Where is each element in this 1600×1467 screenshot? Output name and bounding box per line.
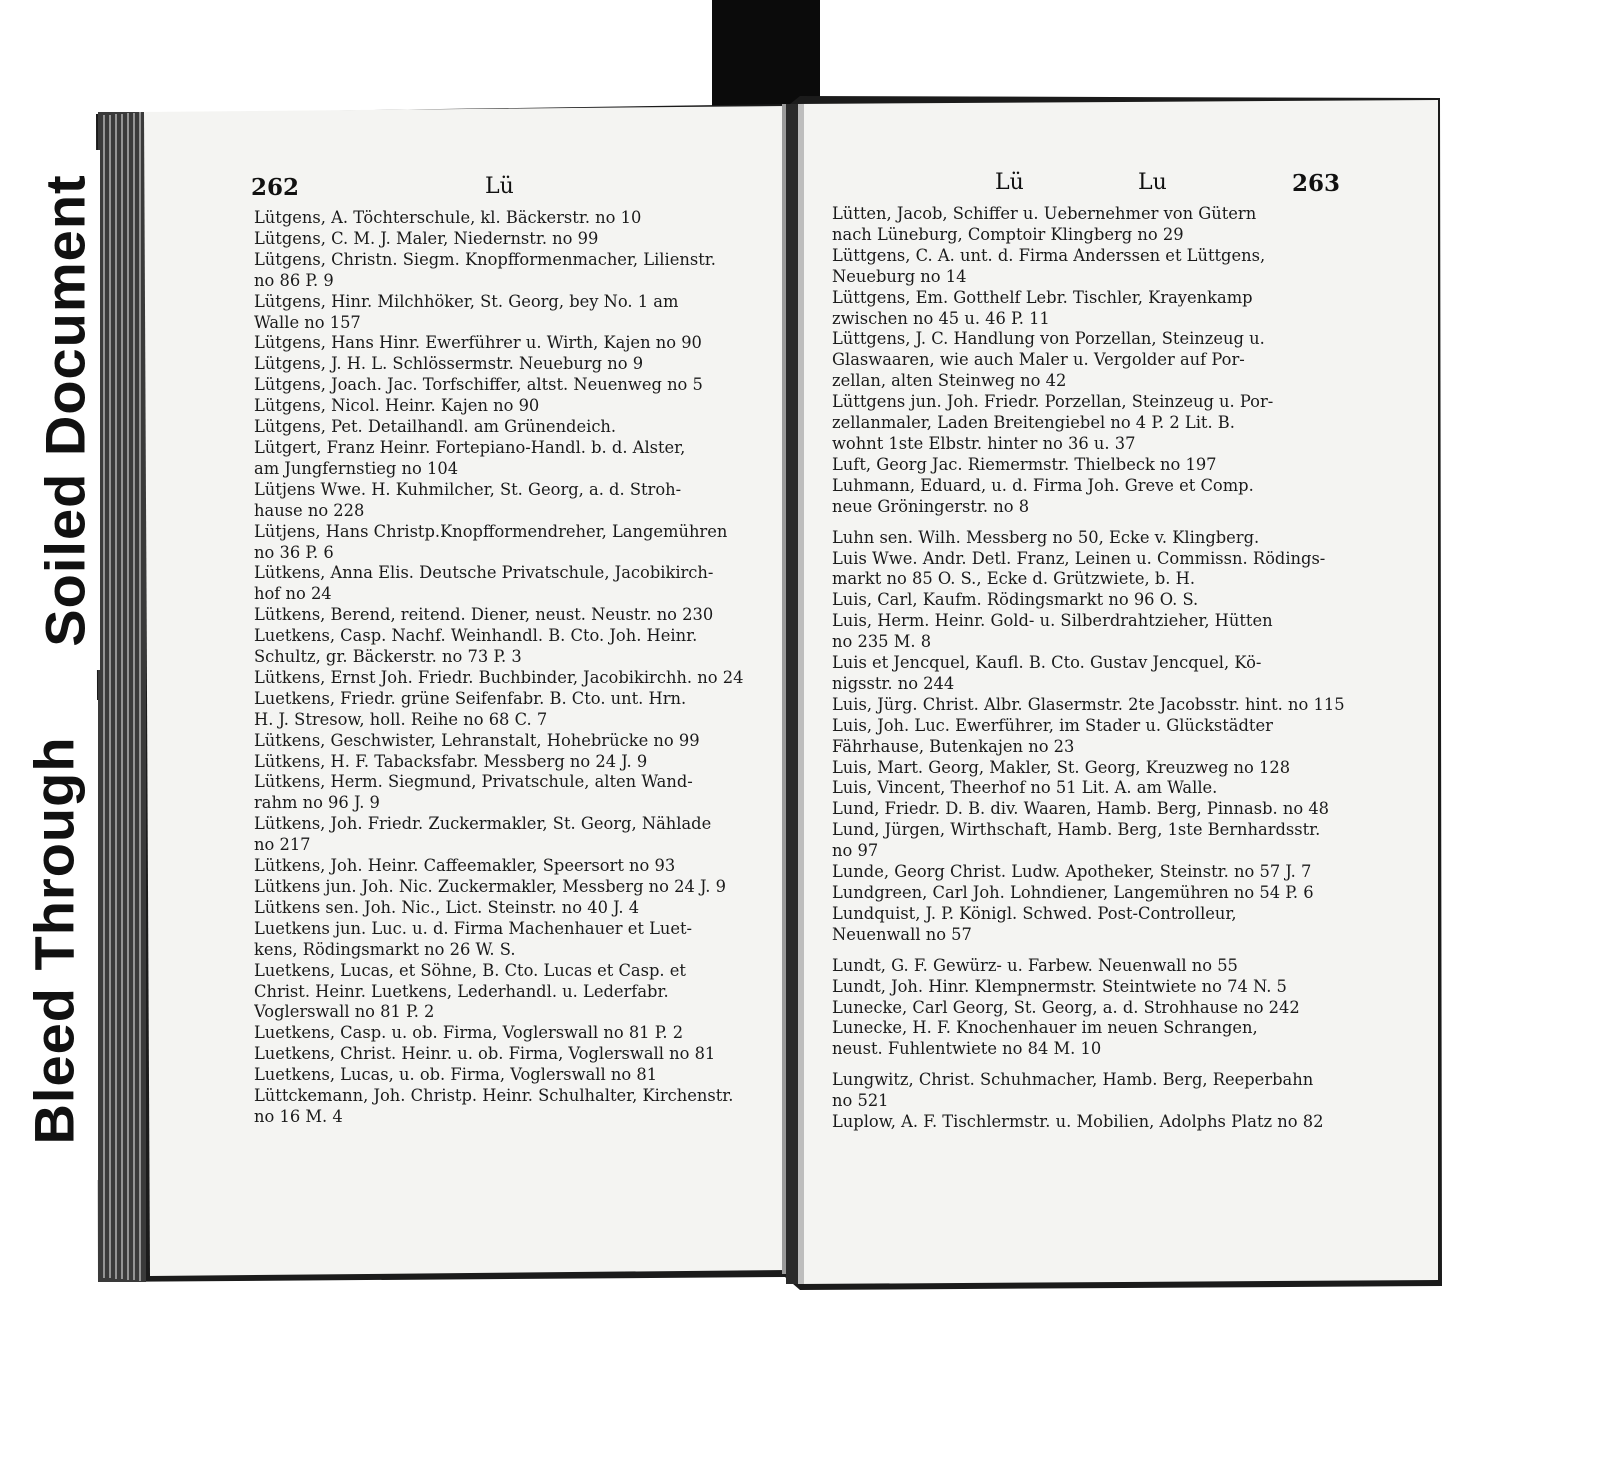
entry-line: no 521 [832, 1091, 889, 1111]
right-page [795, 104, 1438, 1264]
left-running-head: Lü [485, 174, 514, 199]
entry-line: nach Lüneburg, Comptoir Klingberg no 29 [832, 224, 1184, 244]
directory-entry [254, 1044, 764, 1065]
entry-line: Luplow, A. F. Tischlermstr. u. Mobilien, Adolphs Platz no 82 [832, 1112, 1324, 1132]
directory-entry [254, 250, 764, 292]
entry-line: hause no 228 [254, 500, 365, 520]
entry-line: no 36 P. 6 [254, 542, 334, 562]
entry-line: Lütkens jun. Joh. Nic. Zuckermakler, Messberg no 24 J. 9 [254, 877, 726, 896]
directory-entry [254, 752, 764, 773]
entry-line: Lütkens, Joh. Heinr. Caffeemakler, Speersort no 93 [254, 856, 676, 876]
entry-line: Lund, Jürgen, Wirthschaft, Hamb. Berg, 1ste Bernhardsstr. [832, 820, 1321, 840]
entry-line: Luis Wwe. Andr. Detl. Franz, Leinen u. Commissn. Rödings- [832, 548, 1326, 568]
entry-line: Lundgreen, Carl Joh. Lohndiener, Langemühren no 54 P. 6 [832, 883, 1314, 902]
entry-line: Lüttgens, J. C. Handlung von Porzellan, Steinzeug u. [832, 329, 1265, 349]
directory-entry [254, 605, 764, 626]
entry-line: Luis, Vincent, Theerhof no 51 Lit. A. am Walle. [832, 778, 1218, 798]
directory-entry [832, 977, 1377, 998]
entry-line: no 235 M. 8 [832, 632, 932, 652]
entry-line: neust. Fuhlentwiete no 84 M. 10 [832, 1039, 1102, 1059]
directory-entry [254, 522, 764, 564]
entry-line: no 97 [832, 841, 879, 861]
entry-line: markt no 85 O. S., Ecke d. Grützwiete, b. H. [832, 569, 1196, 589]
entry-line: zellan, alten Steinweg no 42 [832, 371, 1067, 391]
entry-line: Lütgens, J. H. L. Schlössermstr. Neueburg no 9 [254, 354, 644, 374]
entry-line: wohnt 1ste Elbstr. hinter no 36 u. 37 [832, 433, 1136, 453]
directory-entry [832, 455, 1377, 476]
entry-line: Lüttckemann, Joh. Christp. Heinr. Schulhalter, Kirchenstr. [254, 1086, 734, 1106]
entry-line: Luetkens, Friedr. grüne Seifenfabr. B. Cto. unt. Hrn. [254, 688, 687, 708]
directory-entry [832, 998, 1377, 1019]
directory-entry [832, 799, 1377, 820]
entry-line: rahm no 96 J. 9 [254, 793, 380, 813]
directory-entry [254, 417, 764, 438]
entry-line: Voglerswall no 81 P. 2 [254, 1002, 435, 1022]
directory-entry [254, 814, 764, 856]
entry-line: zellanmaler, Laden Breitengiebel no 4 P. 2 Lit. B. [832, 413, 1235, 433]
entry-line: Luis, Jürg. Christ. Albr. Glasermstr. 2te Jacobsstr. hint. no 115 [832, 694, 1345, 714]
directory-entry [254, 375, 764, 396]
entry-line: Lütkens, Berend, reitend. Diener, neust. Neustr. no 230 [254, 605, 714, 625]
entry-line: Lüttgens, C. A. unt. d. Firma Anderssen et Lüttgens, [832, 245, 1266, 265]
directory-entry [832, 611, 1377, 653]
entry-line: Lüttgens, Em. Gotthelf Lebr. Tischler, Krayenkamp [832, 287, 1253, 307]
right-page-number: 263 [1292, 170, 1341, 197]
right-running-head-left: Lü [995, 170, 1024, 195]
entry-line: Lunecke, H. F. Knochenhauer im neuen Schrangen, [832, 1018, 1258, 1038]
entry-line: Luis, Carl, Kaufm. Rödingsmarkt no 96 O. S. [832, 590, 1199, 610]
entry-line: Lütkens sen. Joh. Nic., Lict. Steinstr. no 40 J. 4 [254, 897, 640, 917]
left-entries-list [254, 208, 764, 1128]
directory-entry [254, 856, 764, 877]
directory-entry [254, 919, 764, 961]
entry-line: Luhmann, Eduard, u. d. Firma Joh. Greve et Comp. [832, 475, 1254, 495]
directory-entry [832, 956, 1377, 977]
directory-entry [254, 1023, 764, 1044]
directory-entry [832, 549, 1377, 591]
directory-entry [832, 590, 1377, 611]
directory-entry [254, 668, 764, 689]
directory-entry [254, 689, 764, 731]
entry-line: Lütjens, Hans Christp.Knopfformendreher, Langemühren [254, 521, 728, 541]
directory-entry [254, 438, 764, 480]
left-page [143, 108, 785, 1268]
right-running-head-right: Lu [1138, 170, 1167, 195]
directory-entry [832, 288, 1377, 330]
directory-entry [832, 716, 1377, 758]
entry-line: neue Gröningerstr. no 8 [832, 496, 1030, 516]
entry-line: Lüttgens jun. Joh. Friedr. Porzellan, Steinzeug u. Por- [832, 392, 1274, 412]
entry-line: Lunecke, Carl Georg, St. Georg, a. d. Strohhause no 242 [832, 997, 1300, 1017]
directory-entry [832, 1112, 1377, 1133]
soiled-document-label [30, 150, 100, 670]
directory-entry [832, 204, 1377, 246]
directory-entry [254, 229, 764, 250]
entry-line: Lütgert, Franz Heinr. Fortepiano-Handl. b. d. Alster, [254, 437, 686, 457]
entry-line: Neueburg no 14 [832, 266, 967, 286]
directory-entry [254, 396, 764, 417]
entry-line: Luis, Joh. Luc. Ewerführer, im Stader u. Glückstädter [832, 715, 1273, 735]
entry-line: am Jungfernstieg no 104 [254, 458, 459, 478]
entry-line: Lütgens, A. Töchterschule, kl. Bäckerstr. no 10 [254, 208, 642, 227]
entry-line: Lundt, Joh. Hinr. Klempnermstr. Steintwiete no 74 N. 5 [832, 976, 1287, 996]
directory-entry [832, 1018, 1377, 1060]
entry-line: Lütkens, Geschwister, Lehranstalt, Hohebrücke no 99 [254, 730, 700, 750]
entry-line: Luetkens, Lucas, et Söhne, B. Cto. Lucas et Casp. et [254, 960, 686, 980]
entry-line: no 86 P. 9 [254, 270, 334, 290]
entry-line: Luetkens, Casp. Nachf. Weinhandl. B. Cto. Joh. Heinr. [254, 626, 698, 646]
entry-line: Lütten, Jacob, Schiffer u. Uebernehmer von Gütern [832, 204, 1257, 223]
entry-line: Fährhause, Butenkajen no 23 [832, 736, 1075, 756]
entry-line: Luis, Herm. Heinr. Gold- u. Silberdrahtzieher, Hütten [832, 611, 1273, 631]
right-entries-list [832, 204, 1377, 1133]
entry-line: Neuenwall no 57 [832, 924, 972, 944]
directory-entry [254, 626, 764, 668]
directory-entry [832, 904, 1377, 946]
directory-entry [832, 862, 1377, 883]
entry-line: Lütkens, H. F. Tabacksfabr. Messberg no 24 J. 9 [254, 751, 648, 771]
entry-line: Luhn sen. Wilh. Messberg no 50, Ecke v. Klingberg. [832, 527, 1260, 547]
directory-entry [254, 1065, 764, 1086]
directory-entry [832, 528, 1377, 549]
entry-line: zwischen no 45 u. 46 P. 11 [832, 308, 1050, 328]
directory-entry [254, 731, 764, 752]
entry-line: Lütkens, Anna Elis. Deutsche Privatschule, Jacobikirch- [254, 563, 714, 583]
entry-line: H. J. Stresow, holl. Reihe no 68 C. 7 [254, 709, 548, 729]
directory-entry [832, 820, 1377, 862]
directory-entry [832, 695, 1377, 716]
entry-line: Luetkens, Casp. u. ob. Firma, Voglerswall no 81 P. 2 [254, 1023, 684, 1043]
directory-entry [254, 772, 764, 814]
entry-line: Luetkens jun. Luc. u. d. Firma Machenhauer et Luet- [254, 918, 693, 938]
entry-line: Luetkens, Christ. Heinr. u. ob. Firma, Voglerswall no 81 [254, 1044, 716, 1064]
entry-line: Lütgens, Pet. Detailhandl. am Grünendeich. [254, 417, 617, 437]
entry-line: Lütgens, Hans Hinr. Ewerführer u. Wirth, Kajen no 90 [254, 333, 702, 353]
directory-entry [254, 480, 764, 522]
entry-line: Luetkens, Lucas, u. ob. Firma, Voglerswall no 81 [254, 1065, 658, 1085]
entry-line: Lunde, Georg Christ. Ludw. Apotheker, Steinstr. no 57 J. 7 [832, 862, 1312, 882]
entry-line: Luft, Georg Jac. Riemermstr. Thielbeck no 197 [832, 454, 1217, 474]
entry-line: Luis, Mart. Georg, Makler, St. Georg, Kreuzweg no 128 [832, 757, 1291, 777]
directory-entry [832, 758, 1377, 779]
entry-line: nigsstr. no 244 [832, 673, 955, 693]
directory-entry [254, 208, 764, 229]
entry-line: Lungwitz, Christ. Schuhmacher, Hamb. Berg, Reeperbahn [832, 1070, 1314, 1090]
soiled-document-text: Soiled Document [33, 173, 97, 647]
entry-line: Lund, Friedr. D. B. div. Waaren, Hamb. Berg, Pinnasb. no 48 [832, 799, 1330, 819]
bleed-through-text: Bleed Through [22, 735, 86, 1145]
entry-line: Schultz, gr. Bäckerstr. no 73 P. 3 [254, 647, 522, 667]
entry-line: Glaswaaren, wie auch Maler u. Vergolder auf Por- [832, 350, 1245, 370]
directory-entry [254, 292, 764, 334]
directory-entry [832, 476, 1377, 518]
directory-entry [254, 354, 764, 375]
directory-entry [254, 877, 764, 898]
entry-line: Lütgens, Hinr. Milchhöker, St. Georg, bey No. 1 am [254, 291, 679, 311]
directory-entry [832, 329, 1377, 392]
directory-entry [832, 246, 1377, 288]
entry-line: Lütgens, Nicol. Heinr. Kajen no 90 [254, 396, 540, 416]
directory-entry [254, 333, 764, 354]
entry-line: Lütkens, Joh. Friedr. Zuckermakler, St. Georg, Nählade [254, 814, 712, 834]
directory-entry [254, 898, 764, 919]
entry-line: Lütjens Wwe. H. Kuhmilcher, St. Georg, a. d. Stroh- [254, 479, 682, 499]
entry-line: Walle no 157 [254, 312, 361, 332]
entry-line: Lütkens, Ernst Joh. Friedr. Buchbinder, Jacobikirchh. no 24 [254, 667, 744, 687]
bleed-through-label [10, 700, 98, 1180]
left-page-number: 262 [251, 174, 300, 201]
directory-entry [254, 961, 764, 1024]
entry-line: no 217 [254, 835, 311, 855]
entry-line: Lütkens, Herm. Siegmund, Privatschule, alten Wand- [254, 772, 693, 792]
entry-line: Lütgens, Christn. Siegm. Knopfformenmacher, Lilienstr. [254, 249, 716, 269]
entry-line: no 16 M. 4 [254, 1106, 343, 1126]
entry-line: Lütgens, Joach. Jac. Torfschiffer, altst. Neuenweg no 5 [254, 375, 703, 395]
directory-entry [254, 563, 764, 605]
entry-line: hof no 24 [254, 584, 332, 604]
directory-entry [832, 653, 1377, 695]
directory-entry [832, 778, 1377, 799]
directory-entry [832, 1070, 1377, 1112]
entry-line: Christ. Heinr. Luetkens, Lederhandl. u. Lederfabr. [254, 981, 669, 1001]
directory-entry [254, 1086, 764, 1128]
entry-line: Luis et Jencquel, Kaufl. B. Cto. Gustav Jencquel, Kö- [832, 653, 1262, 673]
entry-line: Lundquist, J. P. Königl. Schwed. Post-Controlleur, [832, 903, 1237, 923]
entry-line: Lundt, G. F. Gewürz- u. Farbew. Neuenwall no 55 [832, 955, 1238, 975]
directory-entry [832, 883, 1377, 904]
directory-entry [832, 392, 1377, 455]
entry-line: Lütgens, C. M. J. Maler, Niedernstr. no 99 [254, 228, 599, 248]
entry-line: kens, Rödingsmarkt no 26 W. S. [254, 939, 516, 959]
